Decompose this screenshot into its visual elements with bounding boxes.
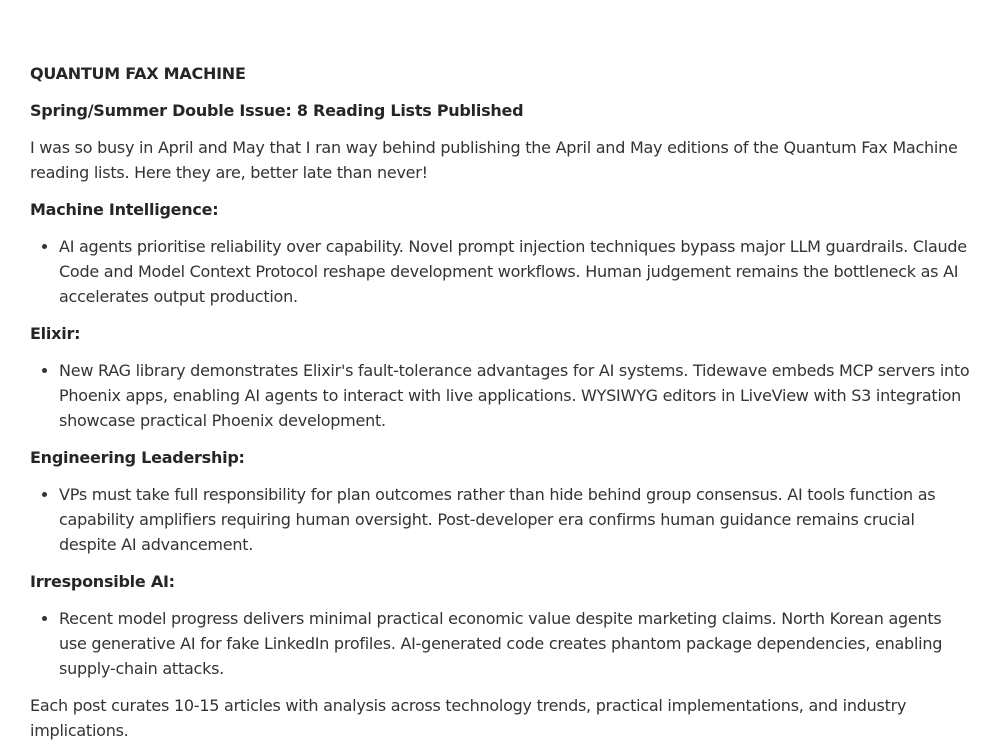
closing-paragraph: Each post curates 10-15 articles with analysis across technology trends, practical implementations, and industry implications. bbox=[30, 696, 907, 740]
intro-paragraph: I was so busy in April and May that I ran way behind publishing the April and May editions of the Quantum Fax Machine reading lists. Here they are, better late than never! bbox=[30, 138, 958, 182]
post-title: Spring/Summer Double Issue: 8 Reading Lists Published bbox=[30, 101, 524, 120]
section-summary-irresponsible-ai: • Recent model progress delivers minimal practical economic value despite marketing claims. North Korean agents use generative AI for fake LinkedIn profiles. AI-generated code creates phantom package dependencies, enabling supply-chain attacks. bbox=[59, 606, 970, 681]
section-list-engineering-leadership bbox=[30, 482, 970, 557]
section-heading-elixir: Elixir: bbox=[30, 324, 81, 343]
section-heading-irresponsible-ai: Irresponsible AI: bbox=[30, 572, 175, 591]
section-summary-elixir: • New RAG library demonstrates Elixir's fault-tolerance advantages for AI systems. Tidewave embeds MCP servers into Phoenix apps, enabling AI agents to interact with live applications. WYSIWYG editors in LiveView with S3 integration showcase practical Phoenix development. bbox=[59, 358, 970, 433]
section-heading-engineering-leadership: Engineering Leadership: bbox=[30, 448, 245, 467]
section-heading-machine-intelligence: Machine Intelligence: bbox=[30, 200, 219, 219]
section-list-machine-intelligence bbox=[30, 234, 970, 309]
section-list-elixir bbox=[30, 358, 970, 433]
site-title: QUANTUM FAX MACHINE bbox=[30, 64, 246, 83]
section-summary-engineering-leadership: • VPs must take full responsibility for plan outcomes rather than hide behind group consensus. AI tools function as capability amplifiers requiring human oversight. Post-developer era confirms human guidance remains crucial despite AI advancement. bbox=[59, 482, 970, 557]
section-list-irresponsible-ai bbox=[30, 606, 970, 681]
section-summary-machine-intelligence: • AI agents prioritise reliability over capability. Novel prompt injection techniques bypass major LLM guardrails. Claude Code and Model Context Protocol reshape development workflows. Human judgement remains the bottleneck as AI accelerates output production. bbox=[59, 234, 970, 309]
